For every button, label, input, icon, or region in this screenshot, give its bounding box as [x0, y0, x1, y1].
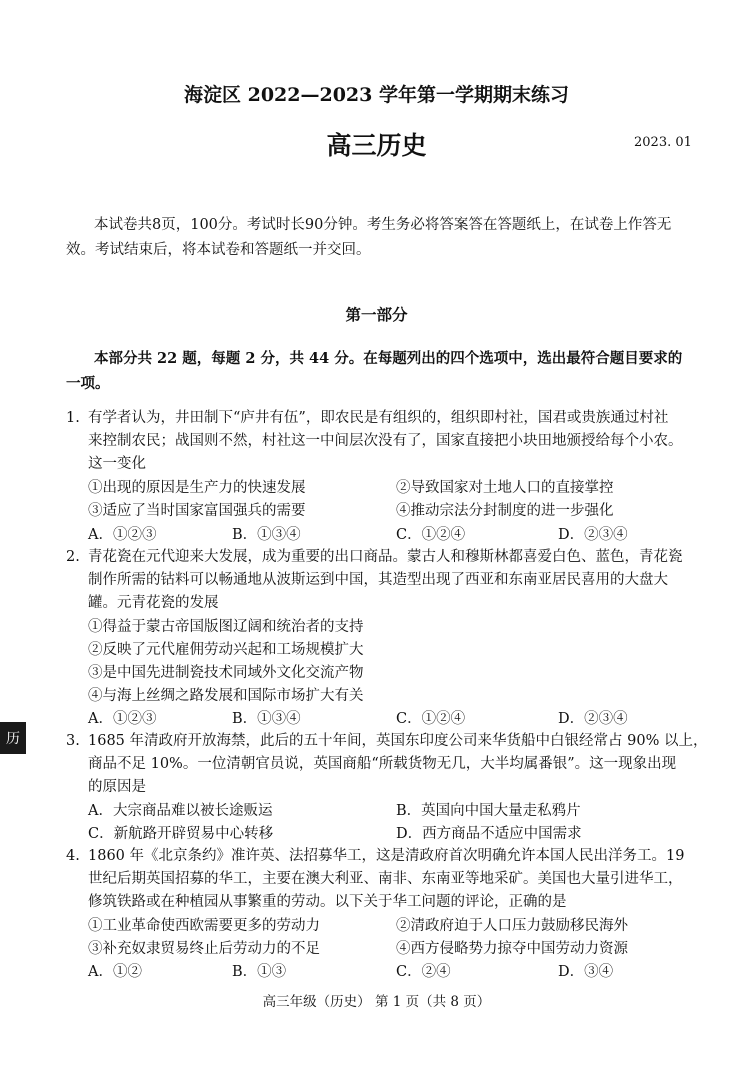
question-1-item: ②导致国家对土地人口的直接掌控: [396, 480, 614, 496]
section-title: 第一部分: [345, 305, 408, 324]
question-1-choice-a[interactable]: A．①②③: [88, 527, 157, 543]
question-number: 1.: [66, 410, 80, 426]
question-3-choice-a[interactable]: A．大宗商品难以被长途贩运: [88, 803, 273, 819]
question-2-item: ②反映了元代雇佣劳动兴起和工场规模扩大: [88, 642, 364, 658]
question-2-line-3: 罐。元青花瓷的发展: [88, 595, 219, 611]
question-4-item: ③补充奴隶贸易终止后劳动力的不足: [88, 941, 320, 957]
exam-title: 海淀区 2022—2023 学年第一学期期末练习: [184, 84, 569, 106]
question-2-choice-a[interactable]: A．①②③: [88, 711, 157, 727]
question-4-line-3: 修筑铁路或在种植园从事繁重的劳动。以下关于华工问题的评论，正确的是: [88, 894, 567, 910]
question-3-line-1: 1685 年清政府开放海禁，此后的五十年间，英国东印度公司来华货船中白银经常占 90% 以上，: [88, 733, 708, 749]
question-3-line-3: 的原因是: [88, 779, 146, 795]
question-2-item: ③是中国先进制瓷技术同域外文化交流产物: [88, 665, 364, 681]
question-4-line-1: 1860 年《北京条约》准许英、法招募华工，这是清政府首次明确允许本国人民出洋务工。19: [88, 848, 685, 864]
subject-side-tab: 历: [0, 722, 26, 754]
question-1-item: ③适应了当时国家富国强兵的需要: [88, 503, 306, 519]
instructions-line-2: 效。考试结束后，将本试卷和答题纸一并交回。: [66, 242, 371, 258]
question-2-choice-d[interactable]: D．②③④: [558, 711, 628, 727]
question-3-choice-c[interactable]: C．新航路开辟贸易中心转移: [88, 826, 274, 842]
question-1-line-3: 这一变化: [88, 456, 146, 472]
page-footer: 高三年级（历史） 第 1 页（共 8 页）: [262, 994, 491, 1010]
question-3-line-2: 商品不足 10%。一位清朝官员说，英国商船“所载货物无几，大半均属番银”。这一现象出现: [88, 756, 677, 772]
question-1-item: ①出现的原因是生产力的快速发展: [88, 480, 306, 496]
question-4-item: ④西方侵略势力掠夺中国劳动力资源: [396, 941, 628, 957]
question-1-item: ④推动宗法分封制度的进一步强化: [396, 503, 614, 519]
section-intro-line-2: 一项。: [66, 375, 110, 392]
question-number: 4.: [66, 848, 80, 864]
question-2-choice-c[interactable]: C．①②④: [396, 711, 466, 727]
question-4-choice-d[interactable]: D．③④: [558, 964, 614, 980]
question-4-choice-a[interactable]: A．①②: [88, 964, 142, 980]
question-3-choice-d[interactable]: D．西方商品不适应中国需求: [396, 826, 582, 842]
exam-date: 2023. 01: [634, 135, 692, 150]
question-1-choice-c[interactable]: C．①②④: [396, 527, 466, 543]
question-2-choice-b[interactable]: B．①③④: [232, 711, 301, 727]
question-number: 3.: [66, 733, 80, 749]
question-4-choice-b[interactable]: B．①③: [232, 964, 287, 980]
instructions-line-1: 本试卷共8页，100分。考试时长90分钟。考生务必将答案答在答题纸上，在试卷上作答无: [94, 217, 672, 233]
question-number: 2.: [66, 549, 80, 565]
question-4-choice-c[interactable]: C．②④: [396, 964, 451, 980]
question-3-choice-b[interactable]: B．英国向中国大量走私鸦片: [396, 803, 581, 819]
question-1-line-2: 来控制农民；战国则不然，村社这一中间层次没有了，国家直接把小块田地颁授给每个小农。: [88, 433, 683, 449]
question-4-item: ②清政府迫于人口压力鼓励移民海外: [396, 918, 628, 934]
question-2-item: ①得益于蒙古帝国版图辽阔和统治者的支持: [88, 619, 364, 635]
question-2-line-2: 制作所需的钴料可以畅通地从波斯运到中国，其造型出现了西亚和东南亚居民喜用的大盘大: [88, 572, 668, 588]
exam-subject: 高三历史: [326, 131, 427, 160]
question-1-line-1: 有学者认为，井田制下“庐井有伍”，即农民是有组织的，组织即村社，国君或贵族通过村社: [88, 410, 669, 426]
question-1-choice-d[interactable]: D．②③④: [558, 527, 628, 543]
question-2-item: ④与海上丝绸之路发展和国际市场扩大有关: [88, 688, 364, 704]
question-4-line-2: 世纪后期英国招募的华工，主要在澳大利亚、南非、东南亚等地采矿。美国也大量引进华工，: [88, 871, 683, 887]
question-2-line-1: 青花瓷在元代迎来大发展，成为重要的出口商品。蒙古人和穆斯林都喜爱白色、蓝色，青花瓷: [88, 549, 683, 565]
question-4-item: ①工业革命使西欧需要更多的劳动力: [88, 918, 320, 934]
question-1-choice-b[interactable]: B．①③④: [232, 527, 301, 543]
section-intro-line-1: 本部分共 22 题，每题 2 分，共 44 分。在每题列出的四个选项中，选出最符合题目要求的: [94, 350, 683, 367]
